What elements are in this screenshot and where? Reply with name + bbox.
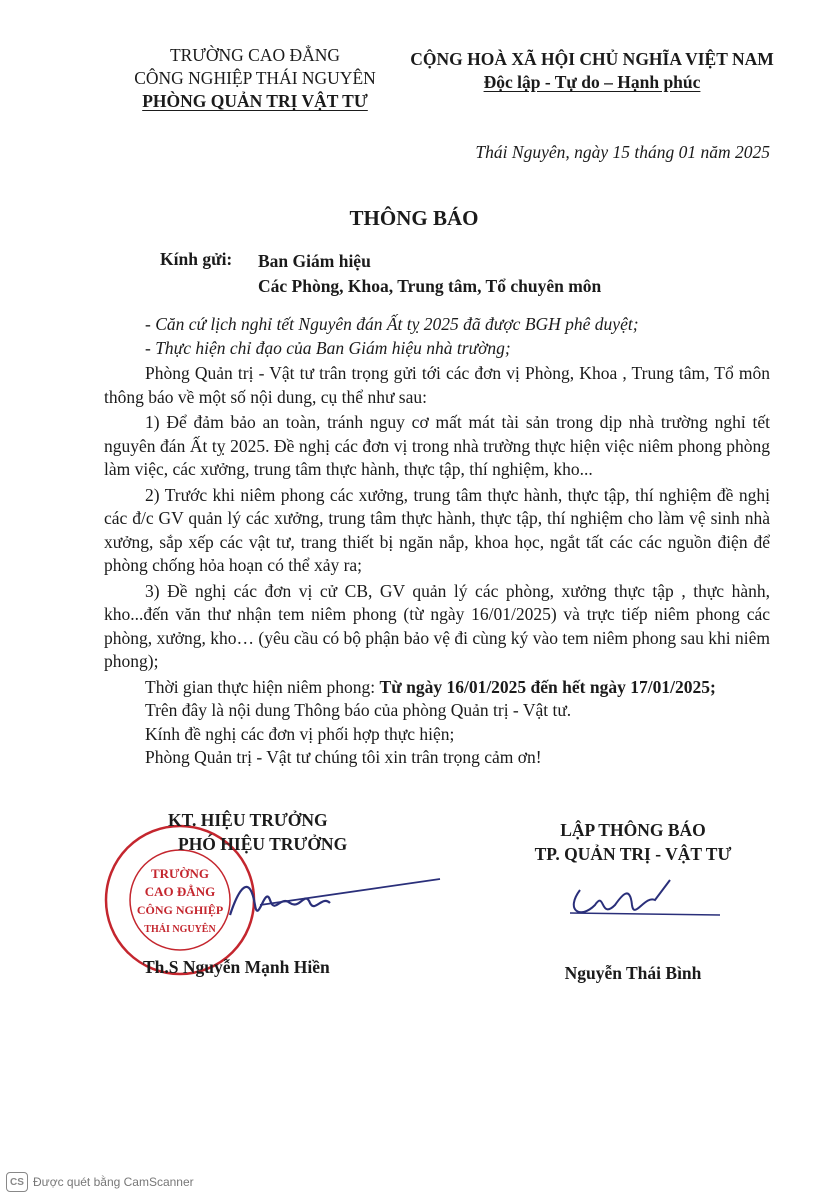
- item-2: 2) Trước khi niêm phong các xưởng, trung tâm thực hành, thực tập, thí nghiệm đề nghị các đ/c GV quản lý các xưởng, trung tâm thực hành, thực tập, thí nghiệm cho làm vệ sinh nhà xưởng, sắp xếp các vật tư, trang thiết bị ngăn nắp, khoa học, ngắt tất các các nguồn điện để phòng chống hỏa hoạn có thể xảy ra;: [104, 484, 770, 575]
- scanner-watermark: [6, 1172, 194, 1192]
- org-line-2: CÔNG NGHIỆP THÁI NGUYÊN: [134, 68, 376, 88]
- closing-1: Trên đây là nội dung Thông báo của phòng Quản trị - Vật tư.: [145, 700, 572, 720]
- left-sig-title-2: PHÓ HIỆU TRƯỞNG: [178, 834, 348, 854]
- sealing-time: [104, 676, 770, 700]
- basis-1: - Căn cứ lịch nghỉ tết Nguyên đán Ất tỵ 2025 đã được BGH phê duyệt;: [145, 314, 639, 334]
- recipients-label: Kính gửi:: [160, 249, 233, 269]
- recipients-list: [258, 249, 601, 299]
- department-head-handwritten-signature: [560, 875, 730, 930]
- right-signature-block: [468, 818, 798, 866]
- item-1: 1) Để đảm bảo an toàn, tránh nguy cơ mất mát tài sản trong dịp nhà trường nghỉ tết nguyên đán Ất tỵ 2025. Đề nghị các đơn vị trong nhà trường thực hiện việc niêm phong phòng làm việc, các xưởng, trung tâm thực hành, thực tập, thí nghiệm, kho...: [104, 412, 770, 479]
- stamp-inner-3: CÔNG NGHIỆP: [136, 903, 224, 917]
- right-signer-name: Nguyễn Thái Bình: [564, 963, 702, 983]
- left-sig-title-1: KT. HIỆU TRƯỞNG: [168, 810, 328, 830]
- stamp-inner-1: TRƯỜNG: [150, 866, 210, 881]
- national-motto: Độc lập - Tự do – Hạnh phúc: [483, 72, 701, 92]
- left-signer-name: Th.S Nguyễn Mạnh Hiền: [143, 957, 330, 977]
- right-sig-title-1: LẬP THÔNG BÁO: [560, 820, 706, 840]
- date-line: Thái Nguyên, ngày 15 tháng 01 năm 2025: [475, 142, 770, 162]
- sealing-time-value: Từ ngày 16/01/2025 đến hết ngày 17/01/2025;: [379, 676, 716, 697]
- org-line-1: TRƯỜNG CAO ĐẲNG: [169, 45, 341, 65]
- stamp-inner-4: THÁI NGUYÊN: [144, 924, 216, 935]
- vice-principal-handwritten-signature: [210, 865, 450, 935]
- closing-3: Phòng Quản trị - Vật tư chúng tôi xin trân trọng cảm ơn!: [145, 747, 542, 767]
- sealing-time-label: Thời gian thực hiện niêm phong:: [145, 676, 376, 697]
- item-3: 3) Đề nghị các đơn vị cử CB, GV quản lý các phòng, xưởng thực tập , thực hành, kho...đến văn thư nhận tem niêm phong (từ ngày 16/01/2025) và trực tiếp niêm phong các phòng, xưởng, kho… (yêu cầu có bộ phận bảo vệ đi cùng ký vào tem niêm phong sau khi niêm phong);: [104, 580, 770, 671]
- document-title: THÔNG BÁO: [349, 206, 479, 230]
- recipient-1: Ban Giám hiệu: [258, 251, 371, 271]
- left-signature-block: [120, 808, 420, 856]
- stamp-inner-2: CAO ĐẲNG: [144, 884, 216, 899]
- recipient-2: Các Phòng, Khoa, Trung tâm, Tổ chuyên môn: [258, 276, 602, 296]
- camscanner-logo: CS: [6, 1172, 28, 1192]
- closing-2: Kính đề nghị các đơn vị phối hợp thực hiện;: [145, 723, 455, 744]
- nation-name: CỘNG HOÀ XÃ HỘI CHỦ NGHĨA VIỆT NAM: [410, 49, 774, 69]
- right-sig-title-2: TP. QUẢN TRỊ - VẬT TƯ: [534, 844, 732, 864]
- national-header: [392, 48, 792, 94]
- scanner-text: Được quét bằng CamScanner: [33, 1175, 194, 1189]
- issuing-organization: [110, 44, 400, 113]
- intro-paragraph: Phòng Quản trị - Vật tư trân trọng gửi tới các đơn vị Phòng, Khoa , Trung tâm, Tổ môn thông báo về một số nội dung, cụ thể như sau:: [104, 363, 770, 407]
- org-line-3: PHÒNG QUẢN TRỊ VẬT TƯ: [142, 91, 368, 111]
- basis-2: - Thực hiện chỉ đạo của Ban Giám hiệu nhà trường;: [145, 337, 511, 358]
- notice-body: [104, 313, 770, 770]
